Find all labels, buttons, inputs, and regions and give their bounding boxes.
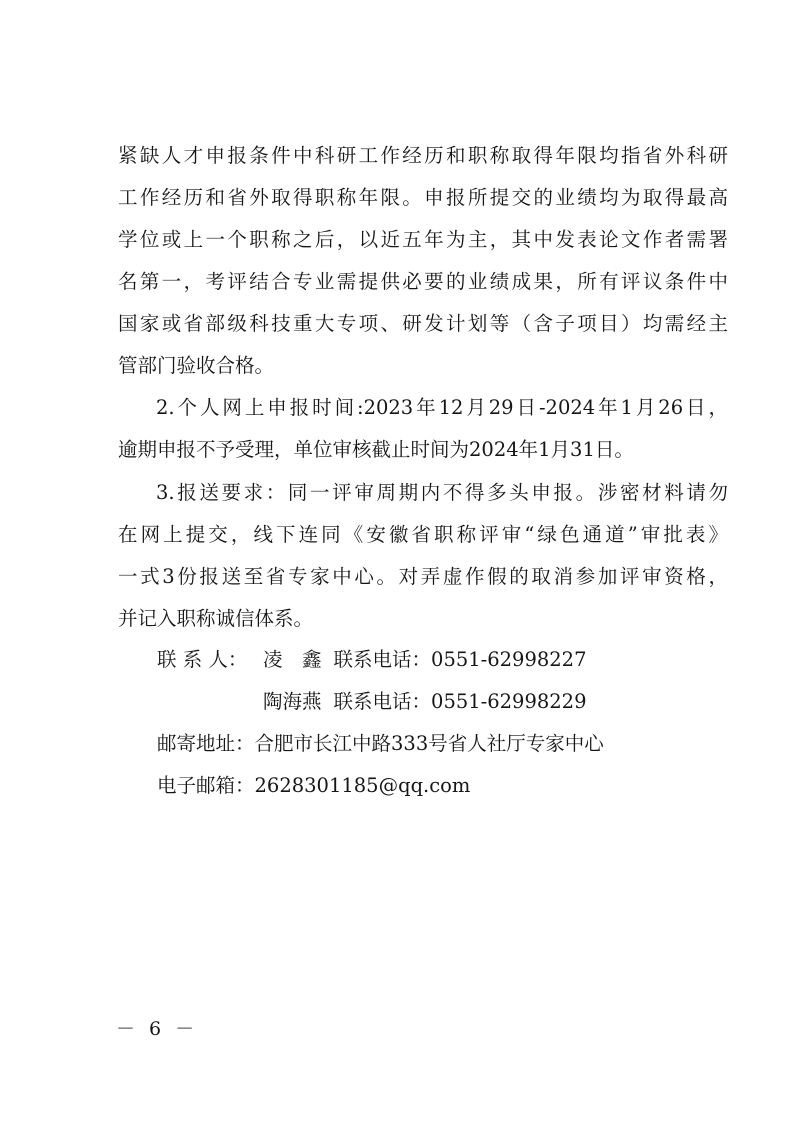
phone-number-2: 0551-62998229: [431, 690, 587, 713]
contact-label: 联 系 人：: [157, 648, 248, 671]
item2-line: 2.个人网上申报时间:2023年12月29日-2024年1月26日，: [156, 396, 728, 419]
item3-line: 并记入职称诚信体系。: [118, 607, 314, 630]
contact-person-2: 陶海燕: [263, 690, 322, 713]
address-label: 邮寄地址：: [157, 732, 255, 755]
email-row: [157, 773, 470, 799]
paragraph-line: 紧缺人才申报条件中科研工作经历和职称取得年限均指省外科研: [118, 144, 728, 167]
item3-line: 一式3份报送至省专家中心。对弄虚作假的取消参加评审资格，: [118, 565, 728, 588]
contact-person-1: 凌 鑫: [263, 648, 322, 671]
phone-label: 联系电话：: [333, 648, 432, 671]
contact-row-1: [157, 647, 587, 673]
contact-row-2: [263, 689, 587, 715]
address-row: [157, 731, 604, 757]
phone-number-1: 0551-62998227: [431, 648, 587, 671]
mailing-address: 合肥市长江中路333号省人社厅专家中心: [254, 732, 604, 755]
email-label: 电子邮箱：: [157, 774, 255, 797]
item3-line: 在网上提交，线下连同《安徽省职称评审“绿色通道”审批表》: [118, 523, 728, 546]
paragraph-line: 国家或省部级科技重大专项、研发计划等（含子项目）均需经主: [118, 312, 728, 335]
phone-label: 联系电话：: [333, 690, 432, 713]
item3-line: 3.报送要求：同一评审周期内不得多头申报。涉密材料请勿: [156, 481, 728, 504]
paragraph-line: 管部门验收合格。: [118, 354, 275, 377]
item2-line: 逾期申报不予受理，单位审核截止时间为2024年1月31日。: [118, 438, 634, 461]
paragraph-line: 学位或上一个职称之后，以近五年为主，其中发表论文作者需署: [118, 228, 728, 251]
paragraph-line: 工作经历和省外取得职称年限。申报所提交的业绩均为取得最高: [118, 186, 728, 209]
page-number: － 6 －: [116, 1018, 199, 1040]
email-address[interactable]: 2628301185@qq.com: [254, 774, 471, 797]
paragraph-line: 名第一，考评结合专业需提供必要的业绩成果，所有评议条件中: [118, 270, 728, 293]
